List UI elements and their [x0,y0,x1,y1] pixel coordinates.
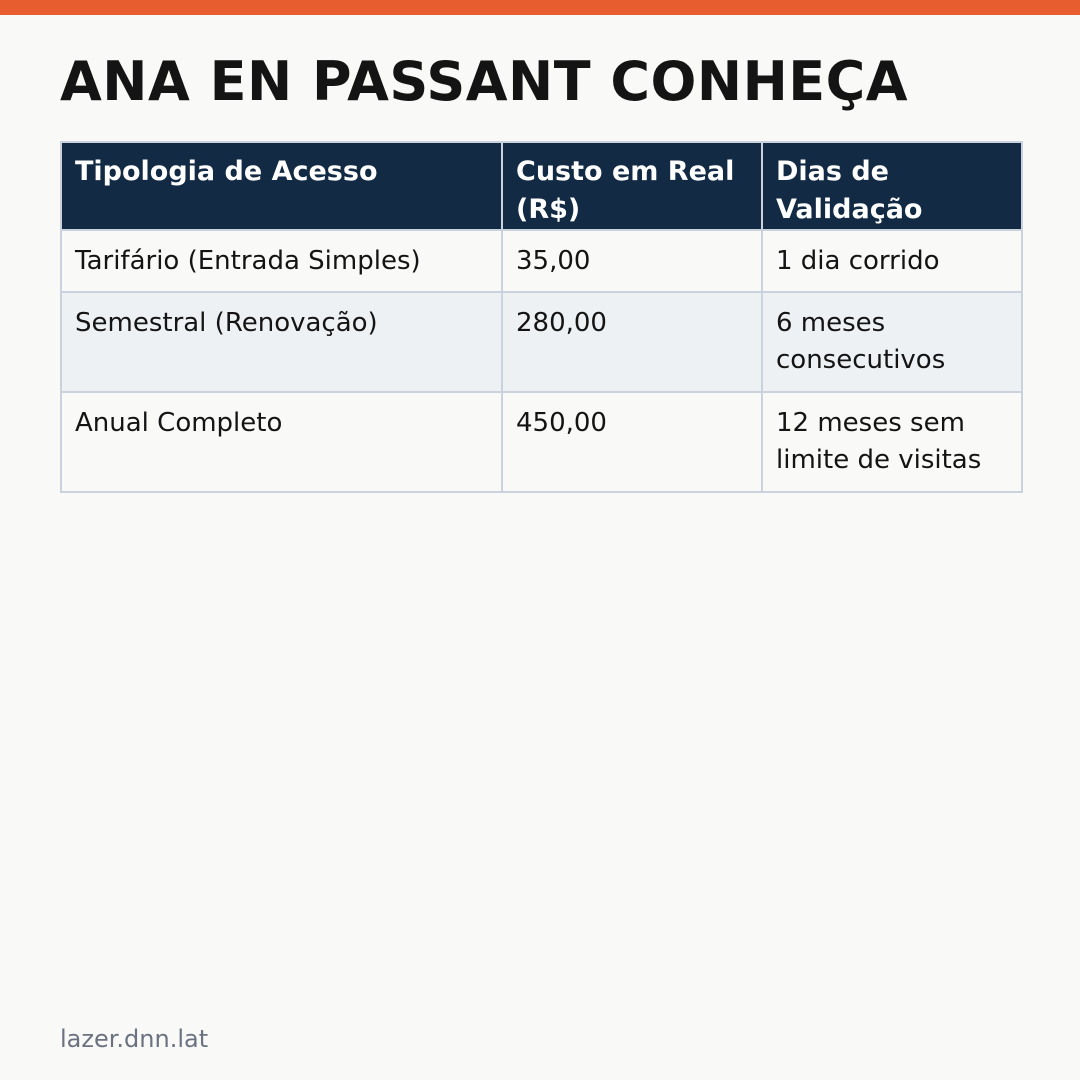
cell-access-type: Tarifário (Entrada Simples) [61,230,502,292]
cell-validity: 12 meses sem limite de visitas [762,392,1022,492]
table-row [61,392,1022,492]
column-header-access-type: Tipologia de Acesso [61,142,502,230]
top-accent-bar [0,0,1080,15]
footer-url: lazer.dnn.lat [60,1025,209,1053]
page-title: ANA EN PASSANT CONHEÇA [60,50,909,113]
cell-validity: 6 meses consecutivos [762,292,1022,392]
cell-cost: 35,00 [502,230,762,292]
column-header-validity: Dias de Validação [762,142,1022,230]
cell-cost: 280,00 [502,292,762,392]
table-row [61,292,1022,392]
cell-validity: 1 dia corrido [762,230,1022,292]
pricing-table [60,141,1023,493]
table-header-row [61,142,1022,230]
cell-cost: 450,00 [502,392,762,492]
column-header-cost: Custo em Real (R$) [502,142,762,230]
cell-access-type: Anual Completo [61,392,502,492]
cell-access-type: Semestral (Renovação) [61,292,502,392]
table-row [61,230,1022,292]
